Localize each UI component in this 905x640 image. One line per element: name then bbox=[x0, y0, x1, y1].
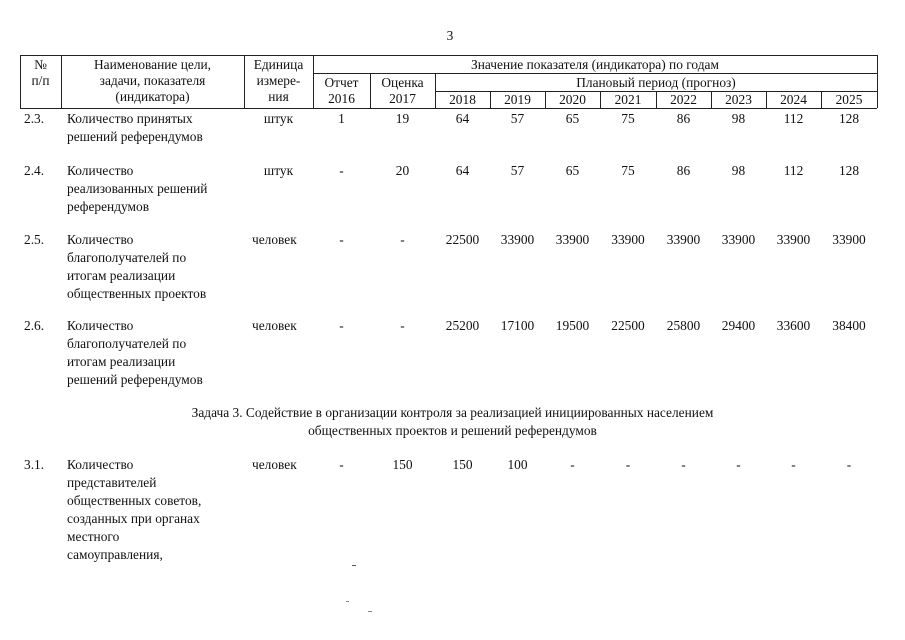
value-2025: 33900 bbox=[832, 232, 866, 247]
value-2022: 86 bbox=[676, 111, 691, 126]
row-indicator-name bbox=[67, 231, 206, 303]
row-number: 3.1. bbox=[24, 457, 45, 472]
row-indicator-name bbox=[67, 317, 203, 389]
row-indicator-name bbox=[67, 456, 201, 564]
name-line: Количество принятых bbox=[67, 111, 193, 126]
header-unit-line2: измере- bbox=[256, 73, 301, 88]
value-2020: 33900 bbox=[555, 232, 590, 247]
value-2021: 22500 bbox=[611, 318, 645, 333]
row-number: 2.6. bbox=[24, 318, 45, 333]
scan-speck bbox=[368, 611, 372, 612]
name-line: самоуправления, bbox=[67, 547, 163, 562]
header-name-line2: задачи, показателя bbox=[99, 73, 206, 88]
value-2020: 65 bbox=[565, 111, 580, 126]
value-2025: 128 bbox=[838, 111, 860, 126]
name-line: местного bbox=[67, 529, 120, 544]
value-2022: 86 bbox=[676, 163, 691, 178]
name-line: Количество bbox=[67, 457, 134, 472]
name-line: созданных при органах bbox=[67, 511, 200, 526]
name-line: реализованных решений bbox=[67, 181, 208, 196]
value-2016: - bbox=[339, 232, 344, 247]
value-2024: 112 bbox=[783, 163, 804, 178]
name-line: представителей bbox=[67, 475, 157, 490]
header-year-2023: 2023 bbox=[725, 92, 752, 107]
row-number: 2.5. bbox=[24, 232, 45, 247]
value-2021: 33900 bbox=[611, 232, 645, 247]
header-year-2022: 2022 bbox=[670, 92, 697, 107]
name-line: решений референдумов bbox=[67, 372, 203, 387]
value-2016: - bbox=[339, 163, 344, 178]
scan-speck bbox=[352, 565, 356, 566]
row-indicator-name bbox=[67, 110, 203, 146]
header-year-2018: 2018 bbox=[449, 92, 476, 107]
name-line: Количество bbox=[67, 232, 134, 247]
value-2023: 29400 bbox=[721, 318, 756, 333]
name-line: общественных проектов bbox=[67, 286, 207, 301]
value-2023: 98 bbox=[731, 163, 746, 178]
value-2017: - bbox=[400, 232, 405, 247]
header-year-2025: 2025 bbox=[835, 92, 863, 107]
value-2016: 1 bbox=[338, 111, 345, 126]
value-2018: 64 bbox=[455, 111, 470, 126]
header-unit-line1: Единица bbox=[253, 57, 304, 72]
header-year-2024: 2024 bbox=[780, 92, 807, 107]
value-2017: 150 bbox=[392, 457, 413, 472]
value-2017: 20 bbox=[395, 163, 410, 178]
header-vline bbox=[877, 55, 878, 108]
header-top-border bbox=[20, 55, 877, 56]
value-2020: 19500 bbox=[555, 318, 590, 333]
header-num-line1: № bbox=[34, 57, 47, 72]
header-report-label: Отчет bbox=[324, 75, 359, 90]
value-2021: 75 bbox=[621, 111, 635, 126]
name-line: референдумов bbox=[67, 199, 150, 214]
value-2023: - bbox=[736, 457, 741, 472]
value-2022: 33900 bbox=[666, 232, 701, 247]
value-2020: 65 bbox=[565, 163, 580, 178]
name-line: решений референдумов bbox=[67, 129, 203, 144]
value-2024: 112 bbox=[783, 111, 804, 126]
value-2016: - bbox=[339, 318, 344, 333]
value-2018: 25200 bbox=[445, 318, 480, 333]
name-line: Количество bbox=[67, 163, 134, 178]
value-2019: 57 bbox=[510, 111, 525, 126]
row-unit: штук bbox=[263, 163, 294, 178]
value-2021: 75 bbox=[621, 163, 635, 178]
value-2023: 98 bbox=[731, 111, 746, 126]
header-num-line2: п/п bbox=[31, 73, 50, 88]
value-2020: - bbox=[570, 457, 575, 472]
header-year-2021: 2021 bbox=[614, 92, 642, 107]
row-unit: штук bbox=[263, 111, 294, 126]
row-number: 2.4. bbox=[24, 163, 45, 178]
value-2019: 100 bbox=[507, 457, 528, 472]
row-unit: человек bbox=[252, 318, 297, 333]
value-2018: 150 bbox=[452, 457, 473, 472]
task-heading-line1: Задача 3. Содействие в организации контроля за реализацией инициированных населением bbox=[191, 405, 714, 420]
name-line: благополучателей по bbox=[67, 336, 187, 351]
header-year-2020: 2020 bbox=[559, 92, 586, 107]
row-unit: человек bbox=[252, 232, 297, 247]
header-name-line3: (индикатора) bbox=[115, 89, 190, 104]
value-2025: - bbox=[846, 457, 852, 472]
value-2019: 17100 bbox=[500, 318, 535, 333]
value-2024: 33600 bbox=[776, 318, 811, 333]
name-line: благополучателей по bbox=[67, 250, 187, 265]
name-line: общественных советов, bbox=[67, 493, 202, 508]
name-line: итогам реализации bbox=[67, 354, 176, 369]
value-2018: 64 bbox=[455, 163, 470, 178]
header-estimate-label: Оценка bbox=[381, 75, 424, 90]
header-unit-line3: ния bbox=[268, 89, 289, 104]
value-2024: - bbox=[791, 457, 796, 472]
header-bottom-border bbox=[20, 108, 877, 109]
value-2025: 38400 bbox=[832, 318, 866, 333]
name-line: итогам реализации bbox=[67, 268, 176, 283]
value-2024: 33900 bbox=[776, 232, 811, 247]
value-2022: 25800 bbox=[666, 318, 701, 333]
value-2016: - bbox=[339, 457, 344, 472]
row-unit: человек bbox=[252, 457, 297, 472]
row-indicator-name bbox=[67, 162, 207, 216]
header-report-year: 2016 bbox=[328, 91, 355, 106]
header-year-2019: 2019 bbox=[504, 92, 531, 107]
value-2025: 128 bbox=[838, 163, 860, 178]
scan-speck bbox=[346, 601, 349, 602]
header-estimate-year: 2017 bbox=[389, 91, 416, 106]
value-2022: - bbox=[681, 457, 686, 472]
value-2017: - bbox=[400, 318, 405, 333]
value-2019: 33900 bbox=[500, 232, 535, 247]
value-2023: 33900 bbox=[721, 232, 756, 247]
header-divider-1 bbox=[313, 73, 877, 74]
header-plan-title: Плановый период (прогноз) bbox=[576, 75, 736, 90]
value-2017: 19 bbox=[395, 111, 410, 126]
row-number: 2.3. bbox=[24, 111, 45, 126]
value-2018: 22500 bbox=[445, 232, 480, 247]
header-name-line1: Наименование цели, bbox=[93, 57, 212, 72]
header-values-title: Значение показателя (индикатора) по годам bbox=[471, 57, 719, 72]
name-line: Количество bbox=[67, 318, 134, 333]
value-2019: 57 bbox=[510, 163, 525, 178]
value-2021: - bbox=[625, 457, 631, 472]
page-number: 3 bbox=[446, 28, 454, 43]
task-heading-line2: общественных проектов и решений референдумов bbox=[308, 423, 597, 438]
